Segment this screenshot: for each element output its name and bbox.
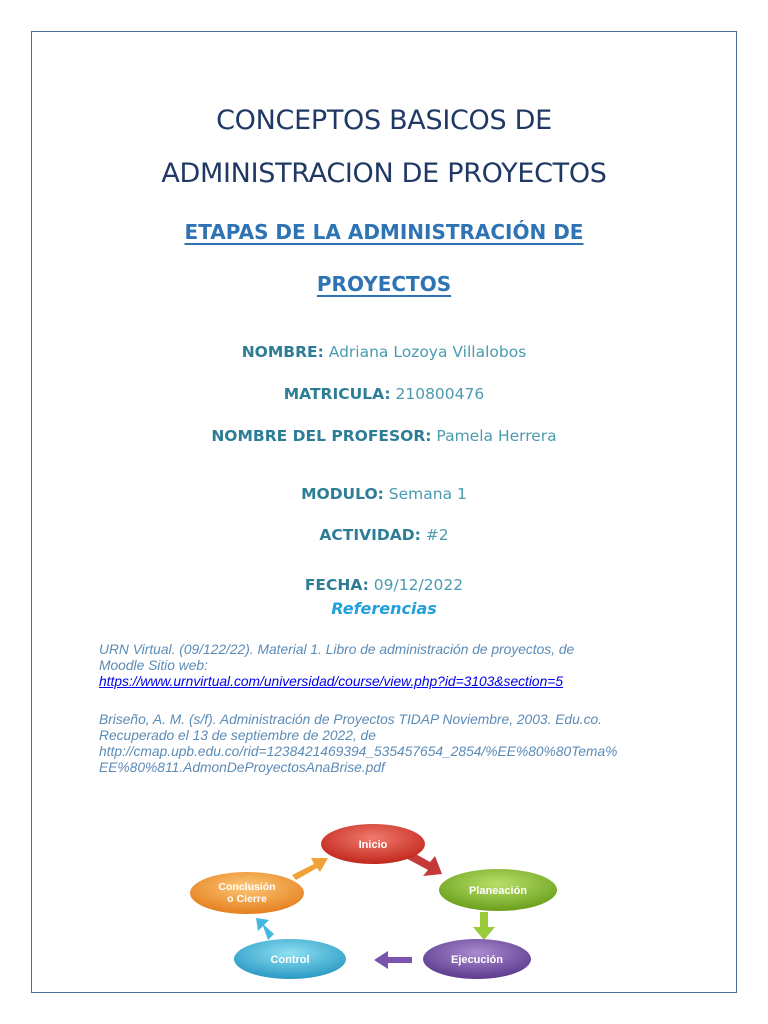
references-heading: Referencias	[331, 599, 437, 618]
planeacion-label: Planeación	[468, 885, 528, 897]
reference-1	[99, 642, 689, 690]
reference-2	[99, 712, 689, 776]
fecha-label: FECHA:	[304, 576, 369, 594]
arrow-control-to-cierre	[256, 918, 274, 940]
actividad-row	[0, 526, 768, 544]
matricula-row	[0, 385, 768, 403]
arrow-planeacion-to-ejecucion	[473, 912, 495, 940]
title-line-2: ADMINISTRACION DE PROYECTOS	[161, 158, 607, 189]
title-line-1: CONCEPTOS BASICOS DE	[216, 105, 552, 136]
cierre-label-line-2: o Cierre	[227, 893, 267, 905]
cierre-label-line-1: Conclusión	[218, 881, 276, 893]
ejecucion-label: Ejecución	[451, 954, 503, 966]
reference-1-link[interactable]: https://www.urnvirtual.com/universidad/course/view.php?id=3103&section=5	[99, 674, 563, 689]
arrow-ejecucion-to-control	[374, 951, 412, 969]
actividad-value: #2	[425, 526, 449, 544]
control-label: Control	[270, 954, 310, 966]
reference-2-line-2: Recuperado el 13 de septiembre de 2022, de	[99, 728, 376, 743]
modulo-row	[0, 485, 768, 503]
arrow-cierre-to-inicio	[292, 858, 328, 880]
project-cycle-diagram	[180, 822, 570, 982]
inicio-label: Inicio	[358, 839, 388, 851]
modulo-label: MODULO:	[301, 485, 384, 503]
reference-2-line-1: Briseño, A. M. (s/f). Administración de Proyectos TIDAP Noviembre, 2003. Edu.co.	[99, 712, 603, 727]
modulo-value: Semana 1	[388, 485, 467, 503]
reference-1-line-2: Moodle Sitio web:	[99, 658, 208, 673]
nombre-value: Adriana Lozoya Villalobos	[328, 343, 527, 361]
actividad-label: ACTIVIDAD:	[319, 526, 421, 544]
reference-2-line-3: http://cmap.upb.edu.co/rid=1238421469394_535457654_2854/%EE%80%80Tema%	[99, 744, 618, 759]
reference-1-line-1: URN Virtual. (09/122/22). Material 1. Libro de administración de proyectos, de	[99, 642, 575, 657]
reference-2-line-4: EE%80%811.AdmonDeProyectosAnaBrise.pdf	[99, 760, 385, 775]
fecha-value: 09/12/2022	[373, 576, 464, 594]
profesor-label: NOMBRE DEL PROFESOR:	[211, 427, 432, 445]
subtitle-line-1: ETAPAS DE LA ADMINISTRACIÓN DE	[184, 220, 584, 244]
profesor-value: Pamela Herrera	[436, 427, 557, 445]
subtitle-line-2: PROYECTOS	[316, 272, 452, 296]
matricula-value: 210800476	[395, 385, 485, 403]
profesor-row	[0, 427, 768, 445]
nombre-label: NOMBRE:	[241, 343, 324, 361]
nombre-row	[0, 343, 768, 361]
matricula-label: MATRICULA:	[283, 385, 391, 403]
fecha-row	[0, 576, 768, 594]
